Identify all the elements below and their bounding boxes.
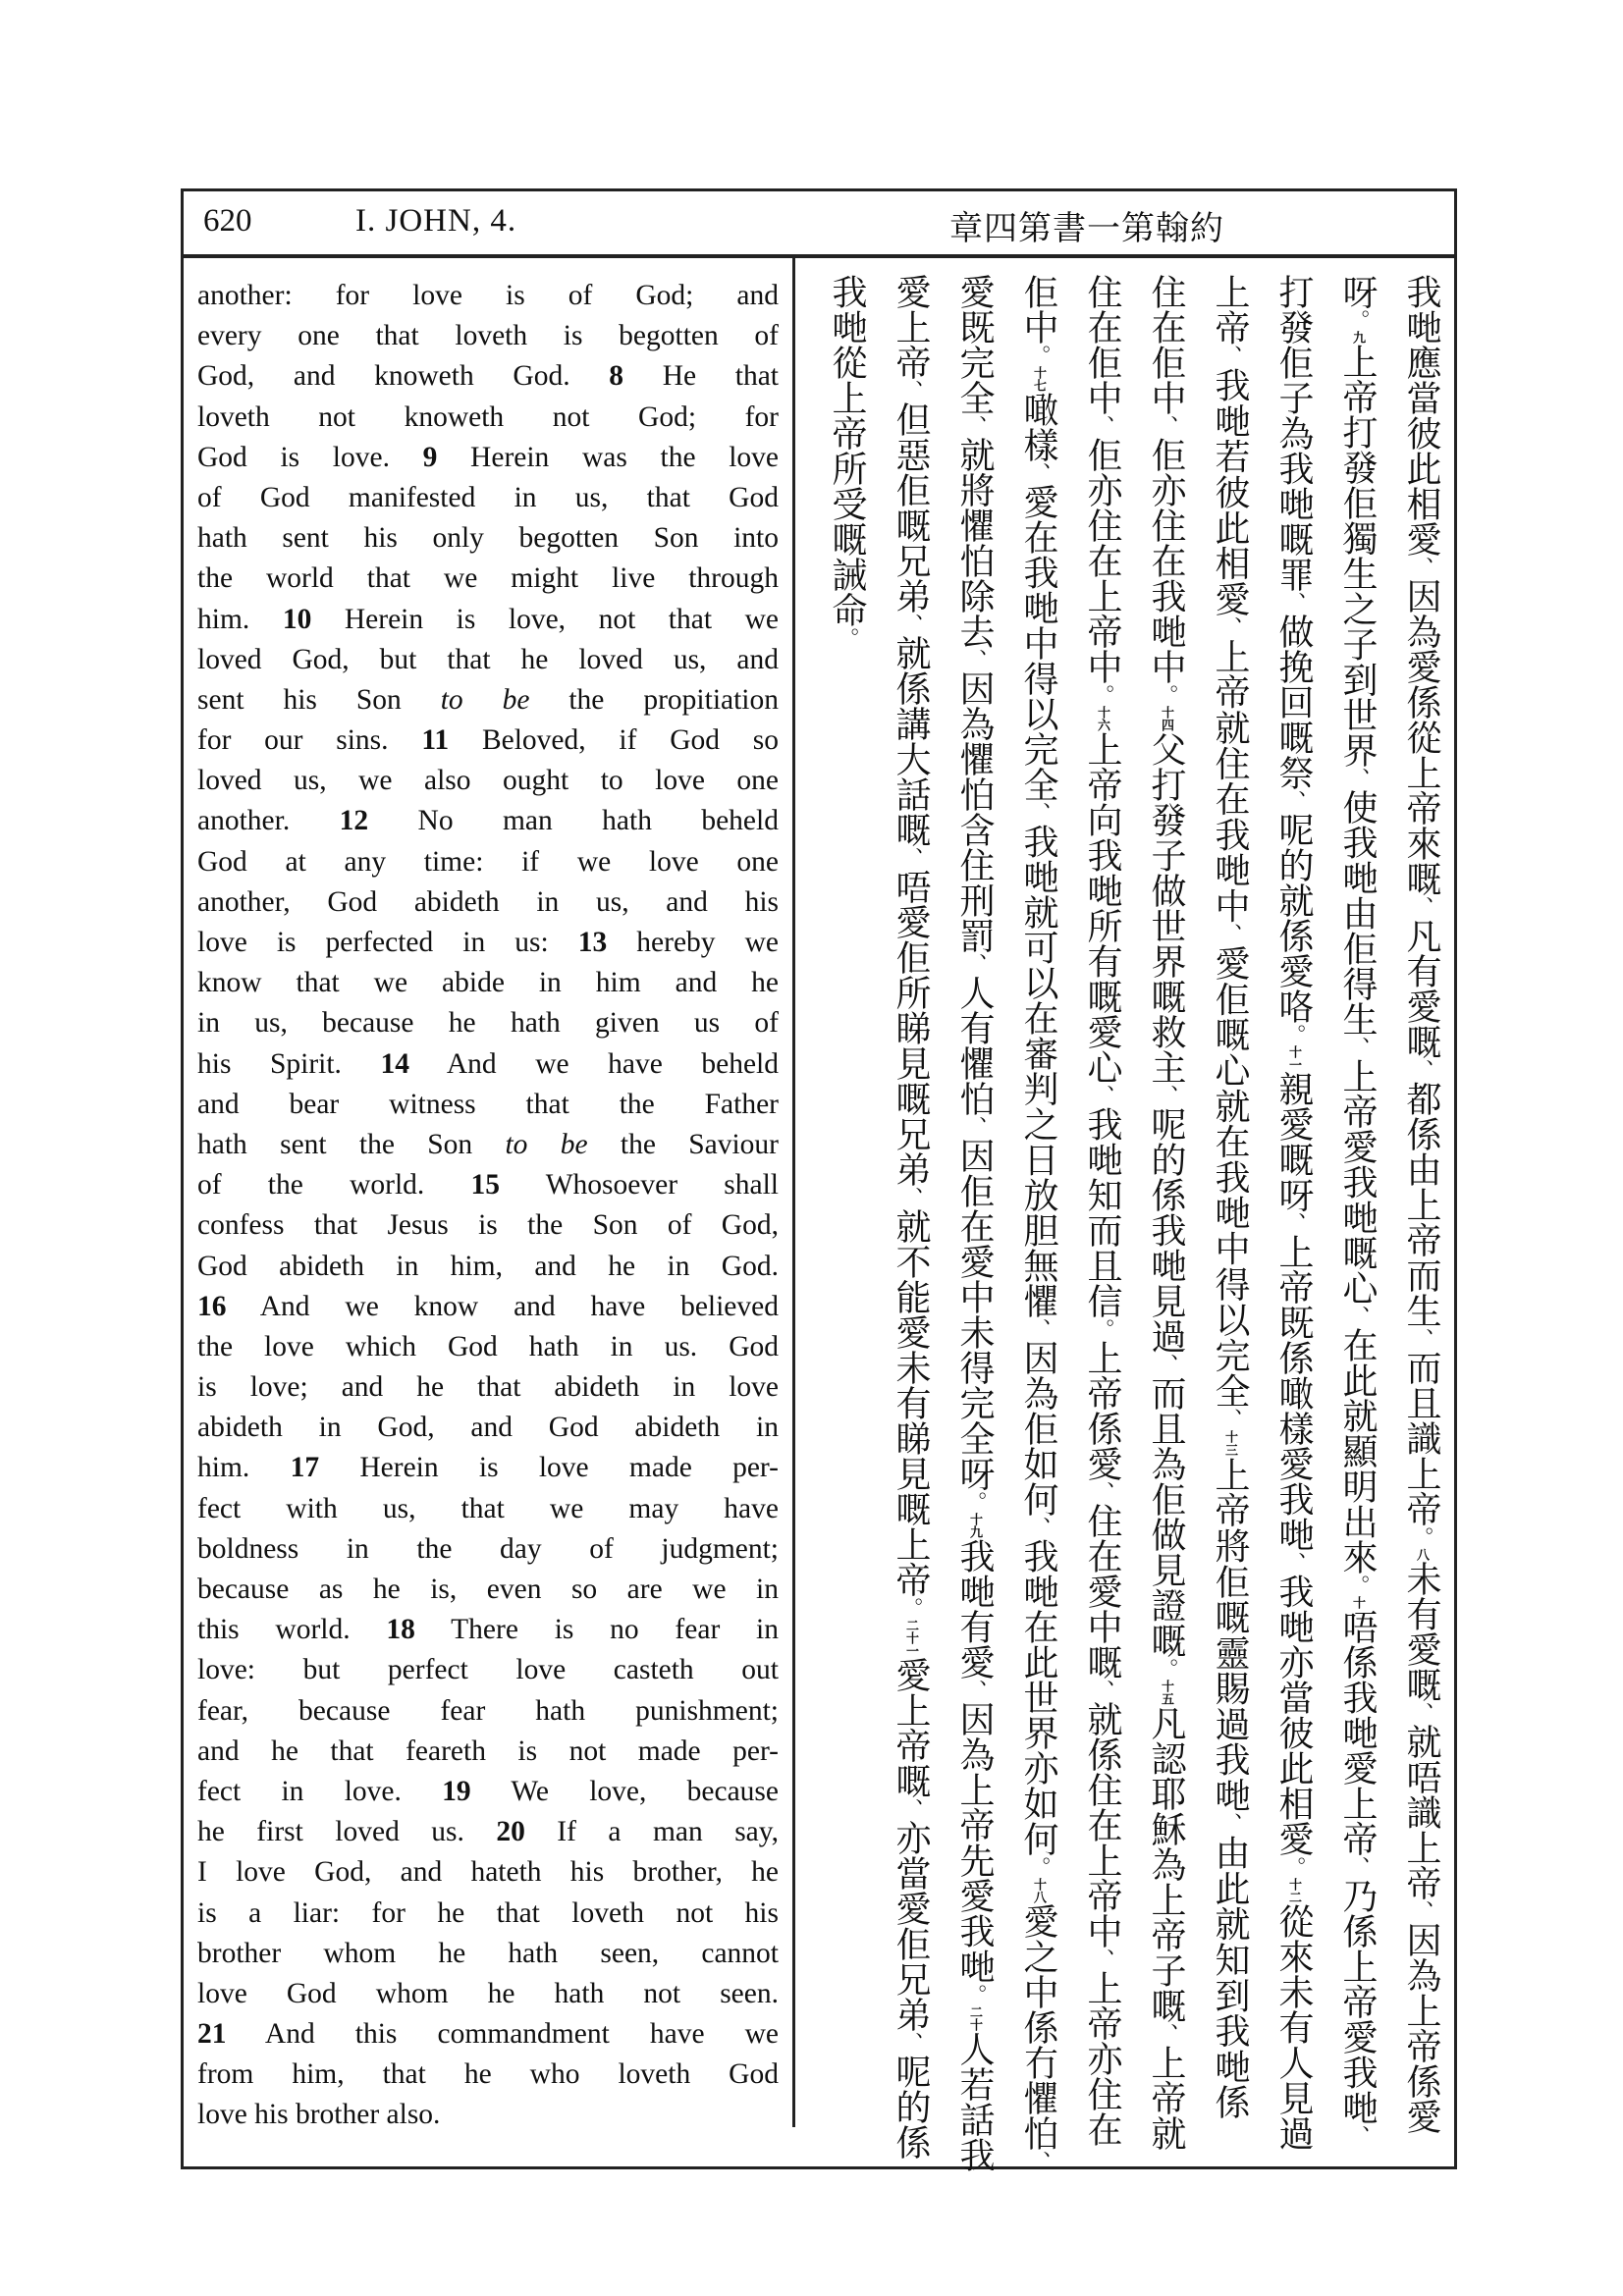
verse-number: 八 bbox=[1414, 1548, 1429, 1561]
text-run: him. bbox=[197, 603, 283, 635]
english-text-line bbox=[197, 1934, 779, 1974]
text-run: another. bbox=[197, 805, 340, 837]
chinese-text-column-line: 住在佢中、佢亦住在上帝中。十六上帝向我哋所有嘅愛心、我哋知而且信。上帝係愛、住在愛中嘅、就係住在上帝中、上帝亦住在 bbox=[1082, 274, 1122, 2147]
column-divider bbox=[792, 254, 795, 2127]
text-run: God is love. bbox=[197, 441, 423, 473]
english-text-line bbox=[197, 1044, 779, 1085]
text-run: hath sent the Son bbox=[197, 1128, 506, 1160]
english-text-line bbox=[197, 1205, 779, 1246]
text-run: the world that we might live through bbox=[197, 562, 779, 595]
text-run: in us, because he hath given us of bbox=[197, 1007, 779, 1040]
text-run: he first loved us. bbox=[197, 1816, 497, 1848]
english-text-line bbox=[197, 600, 779, 640]
text-run: is a liar: for he that loveth not his bbox=[197, 1896, 779, 1929]
text-run: If a man say, bbox=[524, 1816, 779, 1848]
italic-text: to be bbox=[505, 1128, 588, 1160]
english-text-line bbox=[197, 1610, 779, 1650]
text-run: the Saviour bbox=[587, 1128, 779, 1160]
verse-number: 19 bbox=[442, 1775, 471, 1807]
chinese-text-column-line: 我哋應當彼此相愛、因為愛係從上帝來嘅、凡有愛嘅、都係由上帝而生、而且識上帝。八未有愛嘅、就唔識上帝、因為上帝係愛 bbox=[1401, 274, 1441, 2134]
english-text-line bbox=[197, 2055, 779, 2095]
verse-number: 十六 bbox=[1095, 706, 1109, 731]
text-run: brother whom he hath seen, cannot bbox=[197, 1937, 779, 1969]
chinese-text-column bbox=[812, 274, 1450, 2172]
english-text-line bbox=[197, 721, 779, 761]
verse-number: 十九 bbox=[967, 1513, 982, 1538]
english-text-line bbox=[197, 1367, 779, 1408]
text-run: boldness in the day of judgment; bbox=[197, 1532, 779, 1565]
english-text-line bbox=[197, 1732, 779, 1772]
verse-number: 十三 bbox=[1222, 1430, 1237, 1457]
italic-text: to be bbox=[440, 683, 530, 716]
text-run: He that bbox=[623, 360, 780, 393]
verse-number: 十八 bbox=[1031, 1878, 1046, 1903]
english-text-line bbox=[197, 1894, 779, 1934]
text-run: Herein is love, not that we bbox=[311, 603, 779, 635]
chinese-text-column-line: 上帝、我哋若彼此相愛、上帝就住在我哋中、愛佢嘅心就在我哋中得以完全、十三上帝將佢嘅靈賜過我哋、由此就知到我哋係 bbox=[1210, 274, 1250, 2120]
chinese-text-column-line: 住在佢中、佢亦住在我哋中。十四父打發子做世界嘅救主、呢的係我哋見過、而且為佢做見證嘅。十五凡認耶穌為上帝子嘅、上帝就 bbox=[1146, 274, 1186, 2151]
verse-number: 十 bbox=[1350, 1596, 1365, 1609]
text-run: And we have beheld bbox=[408, 1047, 779, 1080]
verse-number: 14 bbox=[380, 1047, 409, 1080]
english-text-line bbox=[197, 1408, 779, 1448]
english-text-line bbox=[197, 1974, 779, 2014]
book-chapter-title: I. JOHN, 4. bbox=[355, 203, 517, 239]
english-text-line bbox=[197, 1448, 779, 1488]
english-text-line bbox=[197, 559, 779, 599]
text-run: hath sent his only begotten Son into bbox=[197, 522, 779, 555]
text-run: from him, that he who loveth God bbox=[197, 2058, 779, 2091]
verse-number: 13 bbox=[577, 927, 608, 958]
english-text-line bbox=[197, 1287, 779, 1327]
text-run: the love which God hath in us. God bbox=[197, 1330, 779, 1362]
english-text-column bbox=[197, 276, 779, 2136]
verse-number: 十二 bbox=[1286, 1878, 1301, 1903]
english-text-line bbox=[197, 518, 779, 559]
english-text-line bbox=[197, 1247, 779, 1287]
verse-number: 九 bbox=[1350, 331, 1365, 344]
text-run: love God whom he hath not seen. bbox=[197, 1977, 779, 2009]
text-run: We love, because bbox=[470, 1775, 779, 1807]
text-run: fect with us, that we may have bbox=[197, 1492, 779, 1524]
text-run: every one that loveth is begotten of bbox=[197, 320, 779, 352]
english-text-line bbox=[197, 1529, 779, 1570]
verse-number: 11 bbox=[421, 724, 450, 757]
text-run: loveth not knoweth not God; for bbox=[197, 400, 779, 433]
english-text-line bbox=[197, 761, 779, 801]
verse-number: 二十 bbox=[967, 2005, 982, 2031]
chinese-text-column-line: 打發佢子為我哋嘅罪、做挽回嘅祭、呢的就係愛咯。十一親愛嘅呀、上帝既係噉樣愛我哋、我哋亦當彼此相愛。十二從來未有人見過 bbox=[1273, 274, 1314, 2151]
verse-number: 十七 bbox=[1031, 366, 1046, 392]
text-run: There is no fear in bbox=[414, 1614, 779, 1646]
english-text-line bbox=[197, 1812, 779, 1852]
english-text-line bbox=[197, 356, 779, 397]
text-run: love is perfected in us: bbox=[197, 927, 578, 958]
verse-number: 10 bbox=[282, 603, 312, 635]
verse-number: 16 bbox=[197, 1290, 227, 1322]
verse-number: 十一 bbox=[1286, 1045, 1301, 1071]
english-text-line bbox=[197, 316, 779, 356]
text-run: because as he is, even so are we in bbox=[197, 1574, 779, 1605]
english-text-line bbox=[197, 1085, 779, 1125]
text-run: his Spirit. bbox=[197, 1047, 381, 1080]
page-frame bbox=[181, 188, 1457, 2172]
verse-number: 20 bbox=[496, 1816, 525, 1848]
chinese-text-column-line: 呀。九上帝打發佢獨生之子到世界、使我哋由佢得生、上帝愛我哋嘅心、在此就顯明出來。十唔係我哋愛上帝、乃係上帝愛我哋、 bbox=[1337, 274, 1378, 2147]
text-run: of the world. bbox=[197, 1169, 471, 1201]
text-run: And this commandment have we bbox=[226, 2018, 779, 2051]
text-run: another: for love is of God; and bbox=[197, 280, 779, 311]
running-header bbox=[184, 191, 1454, 258]
text-run: confess that Jesus is the Son of God, bbox=[197, 1209, 779, 1242]
english-text-line bbox=[197, 2014, 779, 2055]
english-text-line bbox=[197, 842, 779, 882]
text-run: him. bbox=[197, 1452, 291, 1484]
text-run: Herein was the love bbox=[437, 441, 780, 473]
english-text-line bbox=[197, 2095, 779, 2135]
english-text-line bbox=[197, 680, 779, 721]
english-text-line bbox=[197, 1691, 779, 1732]
page-number: 620 bbox=[203, 203, 252, 239]
verse-number: 十五 bbox=[1159, 1680, 1173, 1705]
text-run: loved us, we also ought to love one bbox=[197, 765, 779, 797]
text-run: of God manifested in us, that God bbox=[197, 481, 779, 513]
chinese-text-column-line: 佢中。十七噉樣、愛在我哋中得以完全、我哋就可以在審判之日放胆無懼、因為佢如何、我哋在此世界亦如何。十八愛之中係冇懼怕、 bbox=[1018, 274, 1058, 2172]
text-run: I love God, and hateth his brother, he bbox=[197, 1856, 779, 1889]
text-run: fear, because fear hath punishment; bbox=[197, 1694, 779, 1727]
verse-number: 12 bbox=[339, 805, 369, 837]
chinese-text-column-line: 我哋從上帝所受嘅誡命。 bbox=[827, 274, 867, 649]
verse-number: 二十一 bbox=[903, 1619, 918, 1657]
verse-number: 8 bbox=[609, 360, 624, 393]
verse-number: 9 bbox=[422, 441, 438, 473]
text-run: and he that feareth is not made per- bbox=[197, 1735, 779, 1767]
text-run: God at any time: if we love one bbox=[197, 845, 779, 878]
text-run: And we know and have believed bbox=[226, 1290, 779, 1322]
text-run: loved God, but that he loved us, and bbox=[197, 643, 779, 675]
verse-number: 21 bbox=[197, 2018, 227, 2051]
text-run: and bear witness that the Father bbox=[197, 1088, 779, 1120]
text-run: No man hath beheld bbox=[368, 805, 779, 837]
text-run: love his brother also. bbox=[197, 2099, 441, 2131]
english-text-line bbox=[197, 1003, 779, 1043]
text-run: another, God abideth in us, and his bbox=[197, 885, 779, 918]
english-text-line bbox=[197, 276, 779, 316]
english-text-line bbox=[197, 1772, 779, 1812]
english-text-line bbox=[197, 640, 779, 680]
text-run: love: but perfect love casteth out bbox=[197, 1654, 779, 1686]
english-text-line bbox=[197, 1852, 779, 1893]
text-run: Beloved, if God so bbox=[449, 724, 779, 757]
english-text-line bbox=[197, 1327, 779, 1367]
text-run: hereby we bbox=[607, 927, 779, 958]
text-run: sent his Son bbox=[197, 683, 441, 716]
english-text-line bbox=[197, 1650, 779, 1690]
verse-number: 15 bbox=[470, 1169, 501, 1201]
english-text-line bbox=[197, 1570, 779, 1610]
english-text-line bbox=[197, 1489, 779, 1529]
english-text-line bbox=[197, 963, 779, 1003]
verse-number: 十四 bbox=[1159, 706, 1173, 731]
english-text-line bbox=[197, 882, 779, 923]
text-run: this world. bbox=[197, 1614, 387, 1646]
english-text-line bbox=[197, 923, 779, 963]
english-text-line bbox=[197, 438, 779, 478]
text-run: God, and knoweth God. bbox=[197, 360, 610, 393]
text-run: abideth in God, and God abideth in bbox=[197, 1412, 779, 1444]
chinese-text-column-line: 愛既完全、就將懼怕除去、因為懼怕含住刑罰、人有懼怕、因佢在愛中未得完全呀。十九我哋有愛、因為上帝先愛我哋。二十人若話我 bbox=[954, 274, 995, 2172]
english-text-line bbox=[197, 801, 779, 841]
text-run: Whosoever shall bbox=[500, 1169, 779, 1201]
text-run: is love; and he that abideth in love bbox=[197, 1371, 779, 1404]
chinese-text-column-line: 愛上帝、但惡佢嘅兄弟、就係講大話嘅、唔愛佢所睇見嘅兄弟、就不能愛未有睇見嘅上帝。二十一愛上帝嘅、亦當愛佢兄弟、呢的係 bbox=[891, 274, 931, 2160]
text-run: the propitiation bbox=[529, 683, 779, 716]
text-run: know that we abide in him and he bbox=[197, 967, 779, 999]
chinese-chapter-title: 約翰第一書第四章 bbox=[949, 209, 1224, 248]
english-text-line bbox=[197, 1165, 779, 1205]
text-run: Herein is love made per- bbox=[319, 1452, 779, 1484]
verse-number: 18 bbox=[386, 1614, 415, 1646]
text-run: for our sins. bbox=[197, 724, 422, 757]
text-run: fect in love. bbox=[197, 1775, 443, 1807]
text-run: God abideth in him, and he in God. bbox=[197, 1250, 779, 1282]
english-text-line bbox=[197, 478, 779, 518]
verse-number: 17 bbox=[290, 1452, 320, 1484]
english-text-line bbox=[197, 398, 779, 438]
english-text-line bbox=[197, 1125, 779, 1165]
